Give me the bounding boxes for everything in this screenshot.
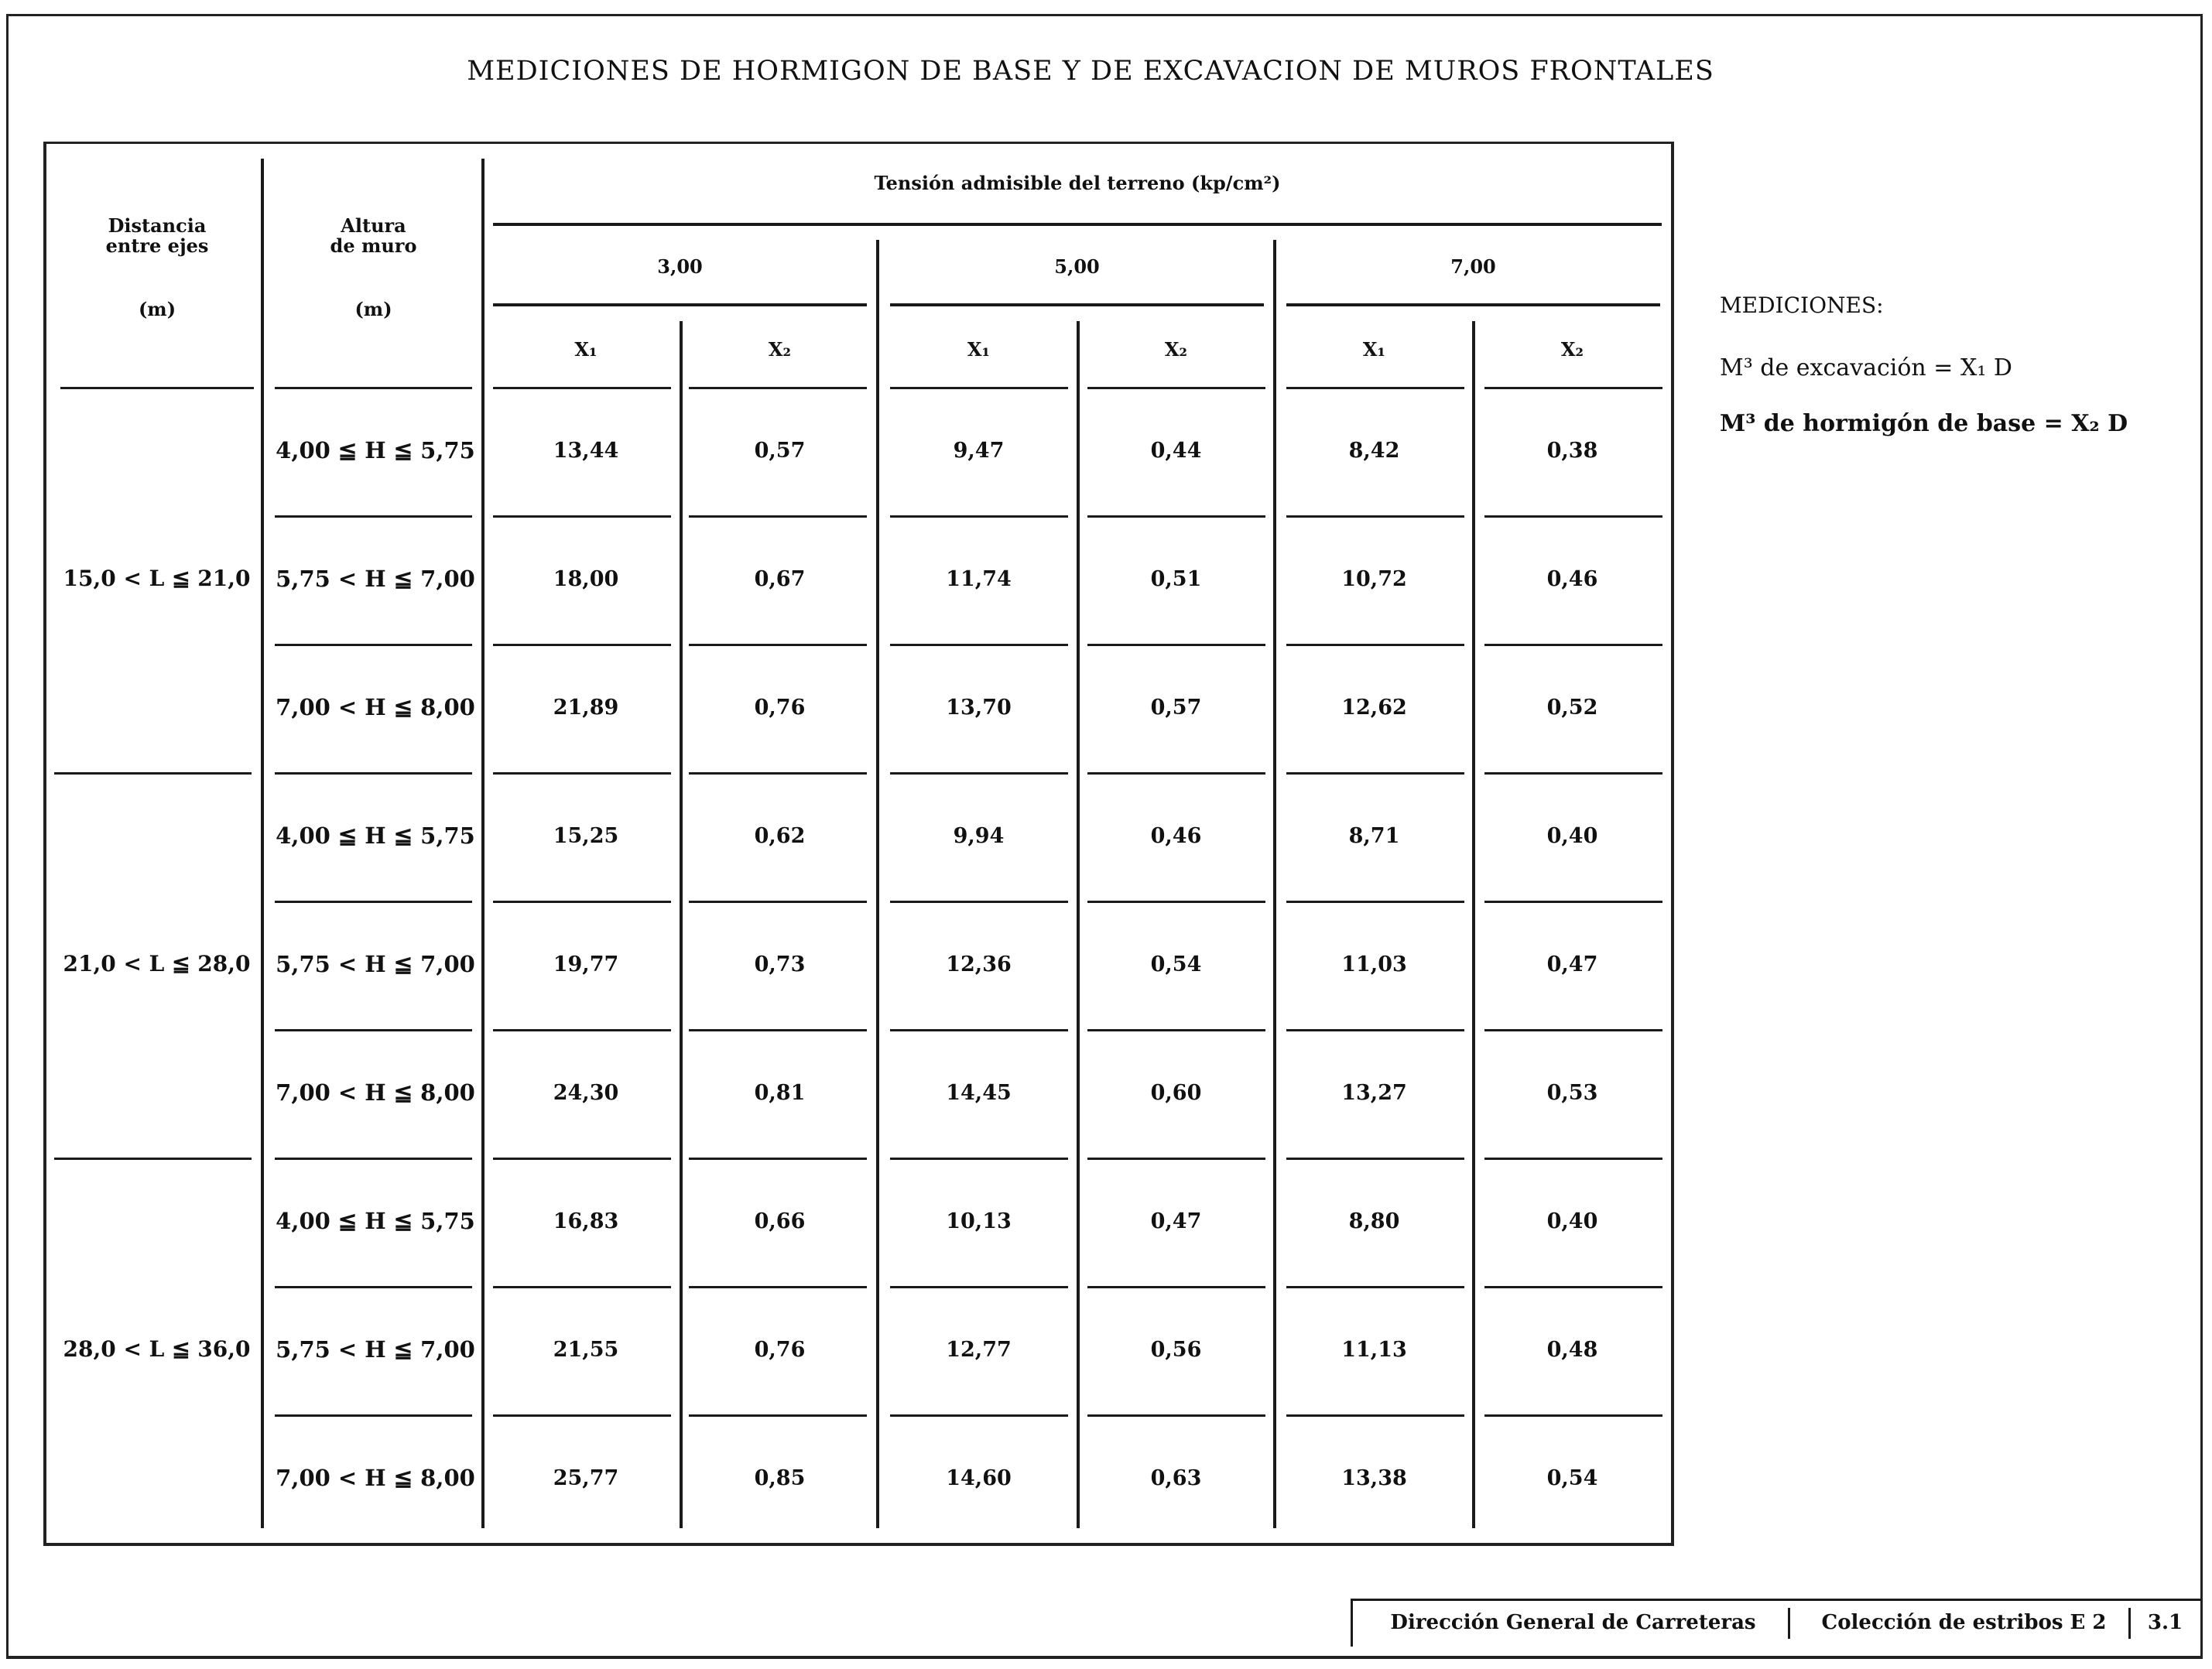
header-entre-ejes: entre ejes — [105, 234, 209, 257]
table-rule — [890, 1029, 1068, 1031]
table-rule — [1286, 1158, 1464, 1160]
table-rule — [890, 644, 1068, 646]
table-cell: 13,44 — [553, 439, 619, 463]
table-rule — [1286, 1029, 1464, 1031]
table-cell: 10,13 — [946, 1209, 1012, 1233]
table-cell: 0,46 — [1546, 567, 1598, 591]
table-rule — [890, 515, 1068, 518]
table-rule — [275, 515, 472, 518]
table-rule — [1484, 1158, 1662, 1160]
table-cell: 0,38 — [1546, 439, 1598, 463]
table-rule — [1087, 515, 1265, 518]
table-rule — [493, 1286, 671, 1288]
table-rule — [689, 1029, 867, 1031]
table-rule — [275, 901, 472, 903]
row-distance-label: 21,0 < L ≦ 28,0 — [63, 951, 251, 976]
header-de-muro: de muro — [330, 234, 417, 257]
table-rule — [1286, 644, 1464, 646]
table-rule — [493, 515, 671, 518]
table-rule — [1286, 303, 1660, 306]
table-rule — [689, 1414, 867, 1417]
row-height-label: 7,00 < H ≦ 8,00 — [276, 1465, 475, 1491]
table-cell: 8,42 — [1348, 439, 1400, 463]
measurements-table — [43, 142, 1674, 1546]
table-rule — [876, 240, 879, 1528]
table-rule — [493, 1414, 671, 1417]
table-cell: 0,47 — [1150, 1209, 1202, 1233]
table-rule — [275, 1414, 472, 1417]
table-cell: 0,85 — [754, 1466, 806, 1490]
table-rule — [1286, 1286, 1464, 1288]
table-cell: 9,94 — [953, 824, 1005, 848]
table-rule — [1484, 1286, 1662, 1288]
table-cell: 0,66 — [754, 1209, 806, 1233]
header-x2: X₂ — [768, 338, 792, 361]
header-altura-unit: (m) — [354, 298, 392, 320]
header-x1: X₁ — [967, 338, 991, 361]
table-rule — [890, 1414, 1068, 1417]
table-rule — [890, 901, 1068, 903]
table-cell: 0,46 — [1150, 824, 1202, 848]
table-cell: 11,13 — [1341, 1338, 1407, 1362]
table-cell: 0,40 — [1546, 824, 1598, 848]
table-rule — [493, 644, 671, 646]
table-rule — [481, 159, 485, 1528]
table-rule — [1484, 387, 1662, 389]
table-rule — [689, 644, 867, 646]
table-cell: 13,38 — [1341, 1466, 1407, 1490]
table-cell: 0,40 — [1546, 1209, 1598, 1233]
table-cell: 0,47 — [1546, 952, 1598, 976]
table-rule — [493, 387, 671, 389]
header-altura: Altura — [341, 214, 406, 237]
table-cell: 18,00 — [553, 567, 619, 591]
table-cell: 0,62 — [754, 824, 806, 848]
table-cell: 0,63 — [1150, 1466, 1202, 1490]
table-cell: 21,55 — [553, 1338, 619, 1362]
header-x1: X₁ — [574, 338, 598, 361]
table-cell: 11,03 — [1341, 952, 1407, 976]
row-height-label: 7,00 < H ≦ 8,00 — [276, 1079, 475, 1106]
table-rule — [493, 772, 671, 775]
table-rule — [493, 303, 867, 306]
table-cell: 0,48 — [1546, 1338, 1598, 1362]
table-cell: 0,60 — [1150, 1081, 1202, 1105]
table-cell: 0,53 — [1546, 1081, 1598, 1105]
table-rule — [1087, 901, 1265, 903]
table-rule — [275, 1029, 472, 1031]
table-rule — [261, 159, 264, 1528]
row-height-label: 5,75 < H ≦ 7,00 — [276, 951, 475, 977]
table-rule — [275, 387, 472, 389]
table-cell: 0,54 — [1150, 952, 1202, 976]
table-rule — [275, 1286, 472, 1288]
table-rule — [54, 772, 252, 775]
table-rule — [1286, 1414, 1464, 1417]
table-rule — [689, 901, 867, 903]
table-cell: 13,70 — [946, 696, 1012, 720]
table-rule — [689, 1286, 867, 1288]
table-rule — [1484, 901, 1662, 903]
table-rule — [689, 772, 867, 775]
table-rule — [1087, 1414, 1265, 1417]
row-height-label: 4,00 ≦ H ≦ 5,75 — [276, 437, 475, 463]
table-rule — [275, 644, 472, 646]
table-cell: 0,52 — [1546, 696, 1598, 720]
table-rule — [1273, 240, 1276, 1528]
table-cell: 8,71 — [1348, 824, 1400, 848]
table-rule — [1087, 1029, 1265, 1031]
table-cell: 0,51 — [1150, 567, 1202, 591]
table-rule — [1087, 772, 1265, 775]
table-cell: 0,54 — [1546, 1466, 1598, 1490]
header-x1: X₁ — [1362, 338, 1386, 361]
table-rule — [275, 772, 472, 775]
table-rule — [689, 1158, 867, 1160]
header-distancia-unit: (m) — [138, 298, 176, 320]
footer — [1351, 1599, 2202, 1647]
table-cell: 12,77 — [946, 1338, 1012, 1362]
table-rule — [689, 515, 867, 518]
table-rule — [60, 387, 254, 389]
footer-collection: Colección de estribos E 2 — [1821, 1611, 2107, 1634]
row-distance-label: 15,0 < L ≦ 21,0 — [63, 566, 251, 591]
table-rule — [689, 387, 867, 389]
table-cell: 12,62 — [1341, 696, 1407, 720]
table-rule — [275, 1158, 472, 1160]
table-cell: 0,67 — [754, 567, 806, 591]
table-cell: 21,89 — [553, 696, 619, 720]
table-cell: 12,36 — [946, 952, 1012, 976]
header-tension-3: 3,00 — [657, 255, 703, 278]
footer-org: Dirección General de Carreteras — [1390, 1611, 1756, 1634]
table-cell: 14,45 — [946, 1081, 1012, 1105]
table-cell: 9,47 — [953, 439, 1005, 463]
table-rule — [1087, 387, 1265, 389]
table-cell: 15,25 — [553, 824, 619, 848]
table-rule — [493, 1029, 671, 1031]
table-rule — [1286, 772, 1464, 775]
table-rule — [890, 1286, 1068, 1288]
table-cell: 19,77 — [553, 952, 619, 976]
table-rule — [493, 901, 671, 903]
notes-excavation-formula: M³ de excavación = X₁ D — [1720, 354, 2012, 381]
table-rule — [493, 1158, 671, 1160]
row-height-label: 5,75 < H ≦ 7,00 — [276, 566, 475, 592]
table-rule — [54, 1158, 252, 1160]
table-rule — [1286, 515, 1464, 518]
footer-page-number: 3.1 — [2147, 1611, 2183, 1634]
table-cell: 10,72 — [1341, 567, 1407, 591]
table-rule — [493, 223, 1662, 226]
row-height-label: 7,00 < H ≦ 8,00 — [276, 694, 475, 720]
row-height-label: 4,00 ≦ H ≦ 5,75 — [276, 1208, 475, 1234]
notes-heading: MEDICIONES: — [1720, 292, 1884, 318]
row-distance-label: 28,0 < L ≦ 36,0 — [63, 1336, 251, 1362]
table-cell: 0,76 — [754, 696, 806, 720]
header-tension-5: 5,00 — [1054, 255, 1100, 278]
table-cell: 0,76 — [754, 1338, 806, 1362]
table-rule — [890, 1158, 1068, 1160]
table-rule — [890, 387, 1068, 389]
header-tension: Tensión admisible del terreno (kp/cm²) — [874, 172, 1281, 194]
table-rule — [1087, 1286, 1265, 1288]
table-rule — [1286, 387, 1464, 389]
header-distancia: Distancia — [108, 214, 207, 237]
table-rule — [890, 303, 1264, 306]
table-cell: 11,74 — [946, 567, 1012, 591]
table-cell: 14,60 — [946, 1466, 1012, 1490]
table-rule — [890, 772, 1068, 775]
table-rule — [1286, 901, 1464, 903]
table-cell: 0,81 — [754, 1081, 806, 1105]
table-cell: 13,27 — [1341, 1081, 1407, 1105]
header-tension-7: 7,00 — [1450, 255, 1496, 278]
notes-concrete-formula: M³ de hormigón de base = X₂ D — [1720, 410, 2128, 437]
row-height-label: 5,75 < H ≦ 7,00 — [276, 1336, 475, 1363]
table-cell: 0,57 — [754, 439, 806, 463]
page-title: MEDICIONES DE HORMIGON DE BASE Y DE EXCAVACION DE MUROS FRONTALES — [467, 56, 1714, 87]
table-rule — [1484, 644, 1662, 646]
table-cell: 0,57 — [1150, 696, 1202, 720]
header-x2: X₂ — [1164, 338, 1188, 361]
table-cell: 0,56 — [1150, 1338, 1202, 1362]
row-height-label: 4,00 ≦ H ≦ 5,75 — [276, 823, 475, 849]
table-rule — [1484, 1029, 1662, 1031]
table-rule — [1484, 1414, 1662, 1417]
table-cell: 24,30 — [553, 1081, 619, 1105]
header-x2: X₂ — [1560, 338, 1584, 361]
table-rule — [1484, 515, 1662, 518]
table-rule — [1484, 772, 1662, 775]
table-cell: 0,73 — [754, 952, 806, 976]
table-cell: 0,44 — [1150, 439, 1202, 463]
table-cell: 25,77 — [553, 1466, 619, 1490]
table-rule — [1087, 1158, 1265, 1160]
table-cell: 8,80 — [1348, 1209, 1400, 1233]
table-rule — [1087, 644, 1265, 646]
table-cell: 16,83 — [553, 1209, 619, 1233]
